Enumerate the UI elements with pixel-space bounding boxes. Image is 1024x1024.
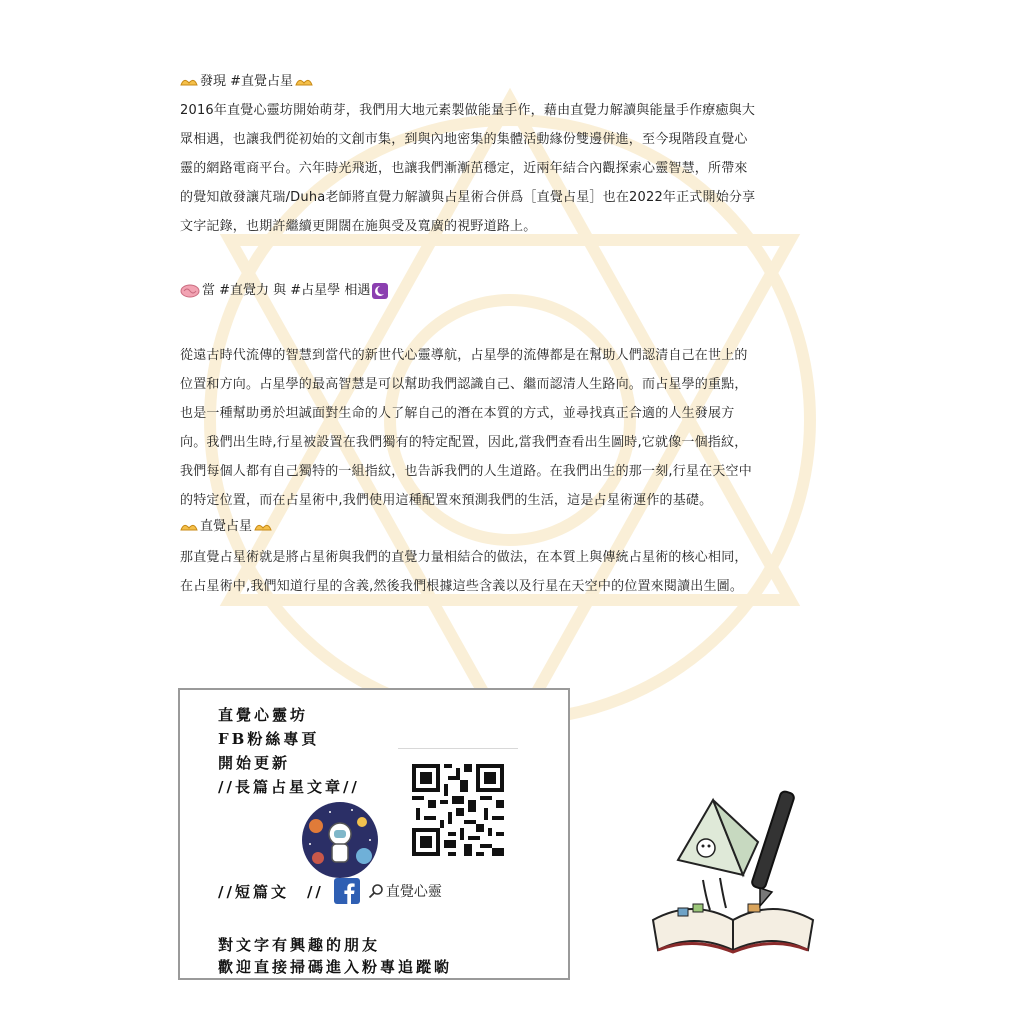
hands-icon [254,520,272,534]
section-paragraph [180,543,850,601]
section-paragraph [180,341,850,515]
facebook-icon[interactable] [334,878,360,904]
paragraph-line: 也是一種幫助勇於坦誠面對生命的人了解自己的潛在本質的方式，並尋找真正合適的人生發展方 [180,406,735,421]
paragraph-line: 靈的網路電商平台。六年時光飛逝，也讓我們漸漸茁穩定，近兩年結合內觀探索心靈智慧，所帶來 [180,161,748,176]
section-heading-text: 發現 #直覺占星 [200,74,294,89]
article-body [180,72,850,601]
hands-icon [295,75,313,89]
card-line: 開始更新 [218,754,291,772]
card-line: FB粉絲專頁 [218,730,320,748]
hands-icon [180,75,198,89]
paragraph-line: 2016年直覺心靈坊開始萌芽，我們用大地元素製做能量手作，藉由直覺力解讀與能量手作療癒與大 [180,103,756,118]
section-heading-text: 當 #直覺力 與 #占星學 相遇 [202,283,371,298]
fb-search-text[interactable]: 直覺心靈 [385,884,442,900]
paragraph-line: 那直覺占星術就是將占星術與我們的直覺力量相結合的做法，在本質上與傳統占星術的核心相同， [180,550,748,565]
section-heading-discover [180,72,850,92]
paragraph-line: 文字記錄，也期許繼續更開闊在施與受及寬廣的視野道路上。 [180,219,537,234]
astronaut-avatar [300,800,380,880]
paragraph-line: 我們每個人都有自己獨特的一組指紋，也告訴我們的人生道路。在我們出生的那一刻,行星在天空中 [180,464,752,479]
card-line: 歡迎直接掃碼進入粉專追蹤喲 [218,958,453,976]
paragraph-line: 眾相遇，也讓我們從初始的文創市集，到與內地密集的集體活動緣份雙邊併進，至今現階段直覺心 [180,132,748,147]
paragraph-line: 的特定位置，而在占星術中,我們使用這種配置來預測我們的生活，這是占星術運作的基礎。 [180,493,713,508]
card-line: //長篇占星文章// [218,778,360,796]
search-icon [368,883,384,899]
fb-row [218,878,442,904]
paragraph-line: 向。我們出生時,行星被設置在我們獨有的特定配置，因此,當我們查看出生圖時,它就像一個指紋， [180,435,748,450]
qr-code[interactable] [412,764,504,856]
section-heading-text: 直覺占星 [200,519,253,534]
section-heading-intuitive [180,517,850,537]
crescent-moon-icon [372,283,388,299]
divider [398,748,518,749]
section-paragraph [180,96,850,241]
promo-card [178,688,570,980]
card-title: 直覺心靈坊 [218,706,309,724]
brain-icon [180,284,200,298]
paragraph-line: 從遠古時代流傳的智慧到當代的新世代心靈導航，占星學的流傳都是在幫助人們認清自己在世上的 [180,348,748,363]
hands-icon [180,520,198,534]
section-heading-meet [180,281,850,301]
paragraph-line: 在占星術中,我們知道行星的含義,然後我們根據這些含義以及行星在天空中的位置來閱讀出生圖。 [180,579,744,594]
paragraph-line: 的覺知啟發讓芃瑞/Duha老師將直覺力解讀與占星術合併爲［直覺占星］也在2022年正式開始分享 [180,190,756,205]
crystal-book-illustration [648,780,818,955]
card-line: //短篇文 // [218,882,324,901]
paragraph-line: 位置和方向。占星學的最高智慧是可以幫助我們認識自己、繼而認清人生路向。而占星學的重點， [180,377,748,392]
card-line: 對文字有興趣的朋友 [218,936,381,954]
